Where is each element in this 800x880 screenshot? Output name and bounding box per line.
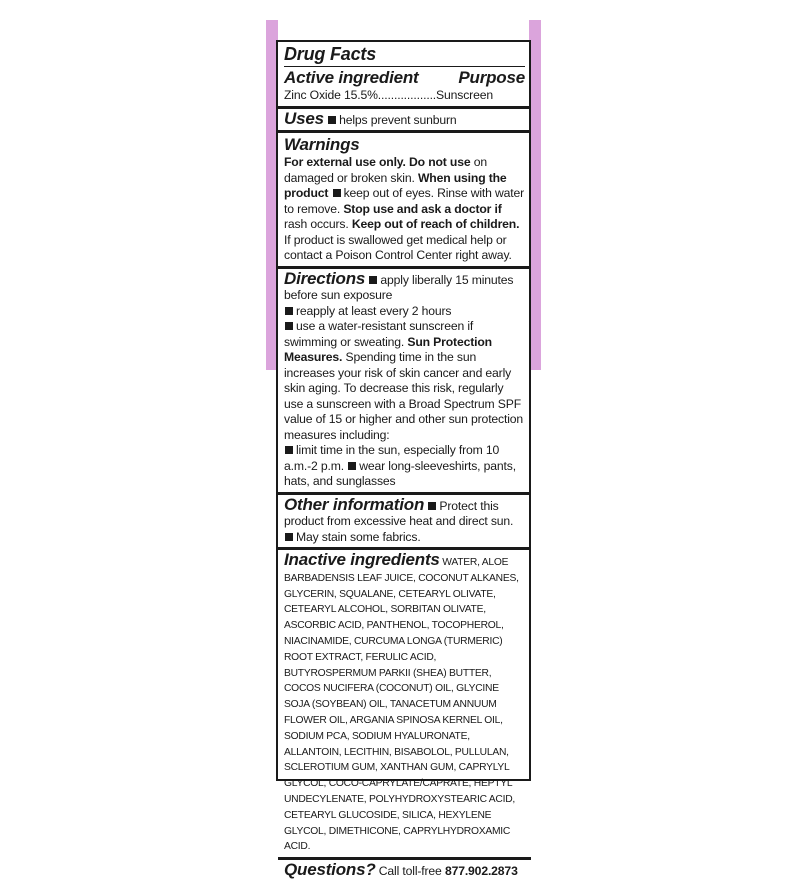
inactive-ingredients-section <box>284 552 525 855</box>
warnings-heading: Warnings <box>284 135 360 154</box>
uses-text: helps prevent sunburn <box>339 112 457 127</box>
bullet-icon <box>285 307 293 315</box>
questions-text: Call toll-free <box>378 864 442 879</box>
warning-when-using: When using the product <box>284 170 507 200</box>
uses-section <box>284 108 525 129</box>
warnings-text <box>284 155 525 264</box>
dot-leader: .................. <box>377 88 437 102</box>
active-ingredient-header <box>284 68 525 88</box>
active-ingredient-heading: Active ingredient <box>284 68 419 87</box>
other-item: Protect this product from excessive heat and direct sun. <box>284 498 514 528</box>
other-information-section <box>284 494 525 546</box>
questions-heading: Questions? <box>284 860 376 880</box>
active-ingredient-row <box>284 88 525 104</box>
sun-protection-heading: Sun Protection Measures. <box>284 334 492 364</box>
inactive-ingredients-list: WATER, ALOE BARBADENSIS LEAF JUICE, COCONUT ALKANES, GLYCERIN, SQUALANE, CETEARYL OLIVATE, CETEARYL ALCOHOL, SORBITAN OLIVATE, ASCORBIC ACID, PANTHENOL, TOCOPHEROL, NIACINAMIDE, CURCUMA LONGA (TURMERIC) ROOT EXTRACT, FERULIC ACID, BUTYROSPERMUM PARKII (SHEA) BUTTER, COCOS NUCIFERA (COCONUT) OIL, GLYCINE SOJA (SOYBEAN) OIL, TANACETUM ANNUUM FLOWER OIL, ARGANIA SPINOSA KERNEL OIL, SODIUM PCA, SODIUM HYALURONATE, ALLANTOIN, LECITHIN, BISABOLOL, PULLULAN, SCLEROTIUM GUM, XANTHAN GUM, CAPRYLYL GLYCOL, COCO-CAPRYLATE/CAPRATE, HEPTYL UNDECYLENATE, POLYHYDROXYSTEARIC ACID, CETEARYL GLUCOSIDE, SILICA, HEXYLENE GLYCOL, DIMETHICONE, CAPRYLHYDROXAMIC ACID. <box>284 557 519 853</box>
warning-text: rash occurs. <box>284 217 352 231</box>
bullet-icon <box>285 446 293 454</box>
warning-stop-use: Stop use and ask a doctor if <box>343 201 502 216</box>
direction-item: apply liberally 15 minutes before sun exposure <box>284 272 514 302</box>
other-information-heading: Other information <box>284 494 425 514</box>
purpose-heading: Purpose <box>458 68 525 87</box>
warning-external-use: For external use only. Do not use <box>284 155 471 169</box>
bullet-icon <box>348 462 356 470</box>
ingredient-name: Zinc Oxide 15.5% <box>284 88 378 102</box>
warning-text: keep out of eyes. Rinse with water to remove. <box>284 186 525 216</box>
questions-section <box>284 862 525 880</box>
phone-number: 877.902.2873 <box>444 864 518 879</box>
direction-item: use a water-resistant sunscreen if swimming or sweating. <box>284 319 474 349</box>
inactive-ingredients-heading: Inactive ingredients <box>284 550 440 569</box>
bullet-icon <box>369 276 377 284</box>
uses-heading: Uses <box>284 108 324 128</box>
ingredient-purpose: Sunscreen <box>436 88 493 102</box>
warning-text: on damaged or broken skin. <box>284 155 487 185</box>
warning-keep-out-of-reach: Keep out of reach of children. <box>351 217 520 231</box>
bullet-icon <box>328 116 336 124</box>
direction-item: wear long-sleeveshirts, pants, hats, and sunglasses <box>284 458 516 488</box>
sun-protection-text: Spending time in the sun increases your risk of skin cancer and early skin aging. To decrease this risk, regularly use a sunscreen with a Broad Spectrum SPF value of 15 or higher and other sun protection measures including: <box>284 350 524 442</box>
other-item: May stain some fabrics. <box>296 529 421 544</box>
section-divider <box>278 130 531 133</box>
direction-item: reapply at least every 2 hours <box>296 303 452 318</box>
direction-item: limit time in the sun, especially from 10 a.m.-2 p.m. <box>284 443 500 473</box>
bullet-icon <box>333 189 341 197</box>
warning-text: If product is swallowed get medical help or contact a Poison Control Center right away. <box>284 232 512 262</box>
drug-facts-content <box>284 44 525 880</box>
directions-section <box>284 268 525 490</box>
directions-heading: Directions <box>284 268 366 288</box>
drug-facts-title: Drug Facts <box>284 44 377 64</box>
bullet-icon <box>285 533 293 541</box>
bullet-icon <box>428 502 436 510</box>
divider <box>284 66 525 67</box>
bullet-icon <box>285 322 293 330</box>
